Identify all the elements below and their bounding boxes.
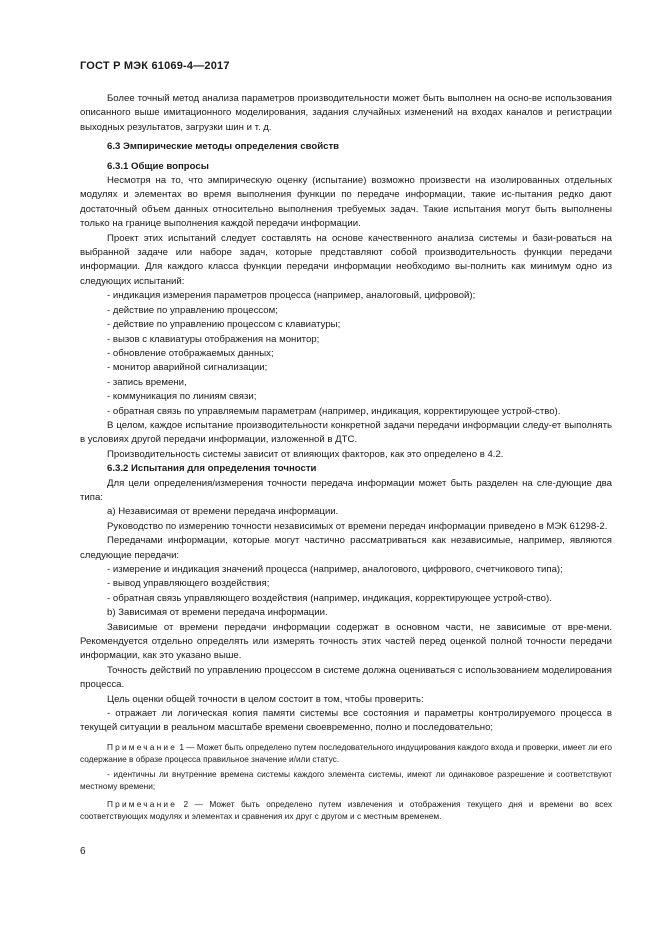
list-item: - коммуникация по линиям связи; — [107, 391, 257, 403]
note-label: Примечание — [107, 798, 178, 809]
list-item: - индикация измерения параметров процесса (например, аналоговый, цифровой); — [107, 290, 476, 302]
list-item: - обратная связь по управляемым параметрам (например, индикация, корректирующее устрой-ство). — [107, 405, 561, 417]
note-label: Примечание — [107, 741, 178, 752]
paragraph: Точность действий по управлению процессом в системе должна оцениваться с использованием моделирования процесса. — [80, 664, 612, 691]
paragraph: Зависимые от времени передачи информации содержат в основном части, не зависимые от вре-мени. Рекомендуется отдельно определять или измерять точность этих частей перед оценкой полной точности передачи информации, как это указано выше. — [80, 621, 612, 662]
paragraph: Проект этих испытаний следует составлять на основе качественного анализа системы и бази-роваться на выбранной задаче или наборе задач, которые представляют собой производительность функции передачи информации. Для каждого класса функции передачи информации необходимо вы-полнить как минимум одно из следующих испытаний: — [80, 232, 612, 287]
paragraph: а) Независимая от времени передача информации. — [107, 506, 339, 518]
list-item: - отражает ли логическая копия памяти системы все состояния и параметры контролируемого процесса в текущей ситуации в реальном масштабе времени своевременно, полно и последовательно; — [80, 708, 612, 734]
section-6-3-title: 6.3 Эмпирические методы определения свойств — [107, 141, 340, 153]
test-list — [80, 289, 612, 419]
section-6-3-2-title: 6.3.2 Испытания для определения точности — [107, 463, 317, 475]
paragraph: Цель оценки общей точности в целом состоит в том, чтобы проверить: — [107, 693, 424, 705]
transfer-list — [80, 563, 612, 606]
intro-paragraph: Более точный метод анализа параметров производительности может быть выполнен на осно-ве использования описанного выше имитационного моделирования, задания случайных изменений на входах каналов и регистрации выходных результатов, загрузки шин и т. д. — [80, 93, 612, 133]
section-6-3-1-title: 6.3.1 Общие вопросы — [107, 160, 209, 172]
document-header: ГОСТ Р МЭК 61069-4—2017 — [80, 60, 230, 72]
note-2 — [80, 798, 612, 823]
list-item: - запись времени, — [107, 376, 187, 388]
note-text: 2 — Может быть определено путем извлечения и отображения текущего дня и времени во всех соответствующих модулях и элементах и сравнения их друг с другом и с местным временем. — [80, 798, 612, 821]
list-item: - обновление отображаемых данных; — [107, 347, 274, 359]
paragraph: Руководство по измерению точности независимых от времени передач информации приведено в МЭК 61298-2. — [107, 520, 608, 532]
paragraph: Производительность системы зависит от влияющих факторов, как это определено в 4.2. — [107, 448, 504, 460]
list-item: - вызов с клавиатуры отображения на монитор; — [107, 333, 320, 345]
paragraph: b) Зависимая от времени передача информации. — [107, 607, 328, 619]
paragraph: Несмотря на то, что эмпирическую оценку (испытание) возможно произвести на изолированных отдельных модулях и элементах во время выполнения функции по передаче информации, такие ис-пытания редко дают достаточный объем данных относительно выполнения требуемых задач. Такие испытания могут быть выполнены только на границе выполнения каждой передачи информации. — [80, 175, 612, 230]
paragraph: Передачами информации, которые могут частично рассматриваться как независимые, например, являются следующие передачи: — [80, 535, 612, 561]
page-number: 6 — [80, 846, 86, 857]
note-1 — [80, 741, 612, 766]
list-item: - действие по управлению процессом с клавиатуры; — [107, 319, 341, 331]
list-item: - измерение и индикация значений процесса (например, аналогового, цифрового, счетчикового типа); — [107, 564, 563, 575]
document-body — [80, 92, 612, 822]
list-item: - монитор аварийной сигнализации; — [107, 362, 268, 374]
paragraph: В целом, каждое испытание производительности конкретной задачи передачи информации следу-ет выполнять в условиях другой передачи информации, изложенной в ДТС. — [80, 419, 612, 446]
note-text: 1 — Может быть определено путем последовательного индуцирования каждого входа и проверки, имеет ли его содержание в образе процесса правильное значение и/или статус. — [80, 741, 612, 765]
list-item: - обратная связь управляющего воздействия (например, индикация, корректирующее устрой-ство). — [107, 592, 552, 604]
list-item: - действие по управлению процессом; — [107, 304, 278, 316]
list-item: - идентичны ли внутренние времена системы каждого элемента системы, имеют ли одинаковое разрешение и соответствуют местному времени; — [80, 768, 612, 792]
list-item: - вывод управляющего воздействия; — [107, 578, 270, 590]
paragraph: Для цели определения/измерения точности передача информации может быть разделен на сле-дующие два типа: — [80, 477, 612, 503]
